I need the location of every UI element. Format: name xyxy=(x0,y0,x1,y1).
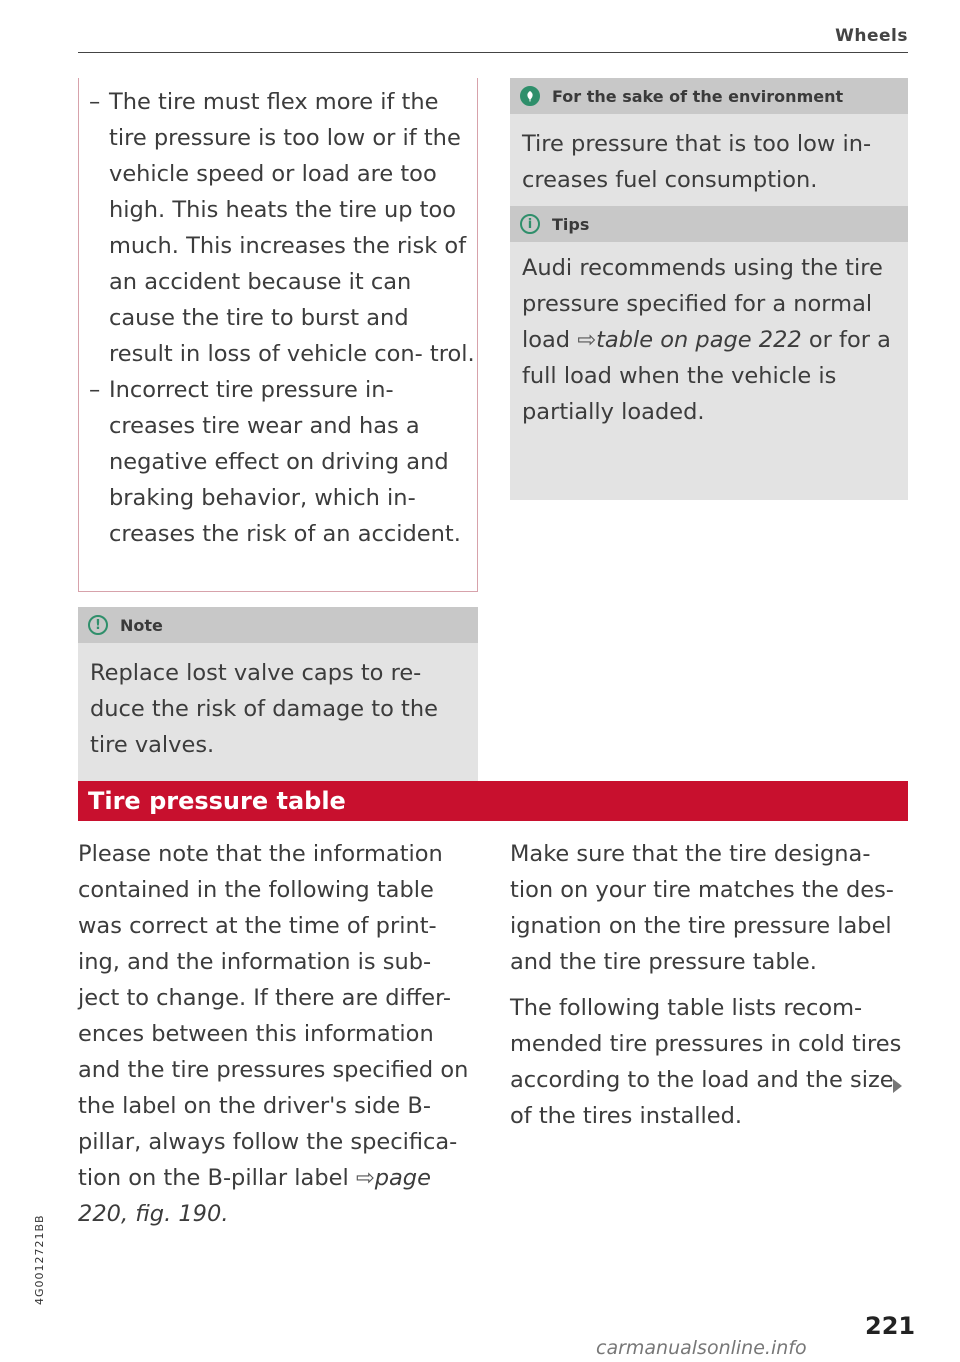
environment-title: For the sake of the environment xyxy=(552,86,844,106)
note-panel xyxy=(78,643,478,791)
tips-title: Tips xyxy=(552,214,590,234)
section-right-column xyxy=(510,836,910,1134)
continue-arrow-icon xyxy=(893,1079,902,1093)
section-left-text: Please note that the information contained in the following table was correct at the time of print- ing, and the information is sub- ject to change. If there are differ- ences between this information and the tire pressures specified on the label on the driver's side B- pillar, always follow the specifica- tion on the B-pillar label xyxy=(78,841,469,1191)
exclamation-circle-icon: ! xyxy=(88,615,108,635)
section-heading: Tire pressure table xyxy=(78,781,908,821)
note-header xyxy=(78,607,478,643)
tips-block xyxy=(510,206,908,500)
environment-leaf-icon xyxy=(520,86,540,106)
table-reference-link[interactable]: table on page 222 xyxy=(596,327,802,353)
environment-text: Tire pressure that is too low in- creases fuel consumption. xyxy=(522,131,872,193)
watermark: carmanualsonline.info xyxy=(596,1337,807,1359)
note-block xyxy=(78,607,478,791)
warning-item-text: Incorrect tire pressure in- creases tire wear and has a negative effect on driving and braking behavior, which in- creases the risk of an accident. xyxy=(109,377,461,547)
tips-text-after: or for a full load when the vehicle is partially loaded. xyxy=(522,327,891,425)
header-rule xyxy=(78,52,908,53)
page-reference-link[interactable]: page 220, fig. 190. xyxy=(78,1165,431,1227)
warning-list xyxy=(79,84,477,552)
warning-item xyxy=(79,84,477,372)
info-circle-icon: i xyxy=(520,214,540,234)
document-code: 4G0012721BB xyxy=(33,1214,46,1305)
arrow-icon: ⇨ xyxy=(355,1165,375,1191)
tips-panel xyxy=(510,242,908,500)
section-left-column xyxy=(78,836,478,1232)
section-right-paragraph-1: Make sure that the tire designa- tion on your tire matches the des- ignation on the tire pressure label and the tire pressure table. xyxy=(510,841,894,975)
dash-bullet: – xyxy=(89,377,101,403)
running-title: Wheels xyxy=(835,26,908,46)
leaf-icon xyxy=(524,90,536,102)
tips-text-before: Audi recommends using the tire pressure specified for a normal load xyxy=(522,255,883,353)
section-right-paragraph-2: The following table lists recom- mended tire pressures in cold tires according to the load and the size of the tires installed. xyxy=(510,995,902,1129)
arrow-icon: ⇨ xyxy=(577,327,597,353)
environment-header xyxy=(510,78,908,114)
note-text: Replace lost valve caps to re- duce the risk of damage to the tire valves. xyxy=(90,660,438,758)
page-number: 221 xyxy=(865,1312,916,1340)
dash-bullet: – xyxy=(89,89,101,115)
warning-box xyxy=(78,78,478,592)
warning-item xyxy=(79,372,477,552)
section-left-paragraph xyxy=(78,836,478,1232)
warning-item-text: The tire must flex more if the tire pressure is too low or if the vehicle speed or load are too high. This heats the tire up too much. This increases the risk of an accident because it can cause the tire to burst and result in loss of vehicle con- trol. xyxy=(109,89,475,367)
note-title: Note xyxy=(120,615,163,635)
tips-header xyxy=(510,206,908,242)
tips-text xyxy=(522,250,896,430)
